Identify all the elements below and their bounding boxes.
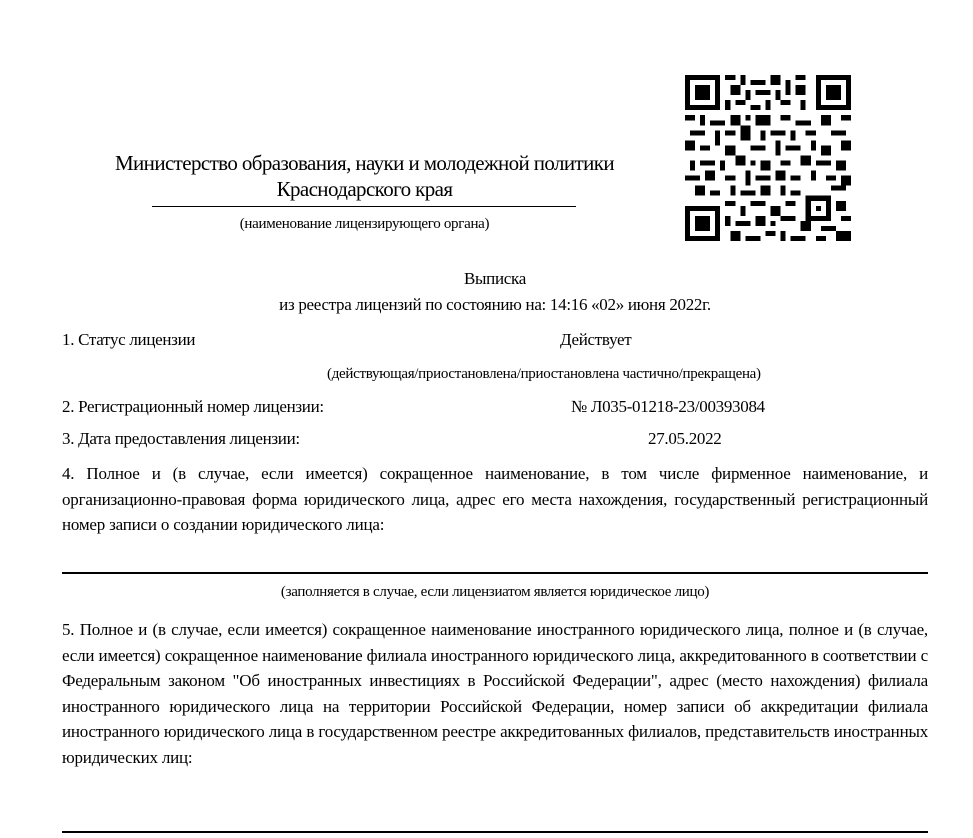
section-4-text: 4. Полное и (в случае, если имеется) сокращенное наименование, в том числе фирменное наименование, и организационно-правовая форма юридического лица, адрес его места нахождения, государственный регистрационный номер записи о создании юридического лица:: [62, 464, 928, 534]
section-5-text: 5. Полное и (в случае, если имеется) сокращенное наименование иностранного юридического лица, полное и (в случае, если имеется) сокращенное наименование филиала иностранного юридического лица, аккредитованного в соответствии с Федеральным законом "Об иностранных инвестициях в Российской Федерации", адрес (место нахождения) филиала иностранного юридического лица на территории Российской Федерации, номер записи об аккредитации филиала иностранного юридического лица в государственном реестре аккредитованных филиалов, представительств иностранных юридических лиц:: [62, 620, 928, 767]
registration-number-value: № Л035-01218-23/00393084: [571, 397, 765, 416]
qr-code-icon: [685, 75, 851, 241]
section-4-caption: (заполняется в случае, если лицензиатом является юридическое лицо): [280, 584, 710, 600]
registration-number-label: 2. Регистрационный номер лицензии:: [62, 397, 324, 416]
section-4-fill-line: [62, 572, 928, 574]
section-5-fill-line: [62, 831, 928, 833]
issue-date-value: 27.05.2022: [648, 429, 722, 448]
issue-date-label: 3. Дата предоставления лицензии:: [62, 429, 300, 448]
authority-name-line-1: Министерство образования, науки и молодежной политики: [114, 151, 615, 175]
authority-caption: (наименование лицензирующего органа): [239, 216, 490, 232]
license-status-hint: (действующая/приостановлена/приостановлена частично/прекращена): [327, 366, 761, 382]
document-subtitle: из реестра лицензий по состоянию на: 14:16 «02» июня 2022г.: [279, 295, 711, 314]
license-status-value: Действует: [560, 330, 632, 349]
license-status-label: 1. Статус лицензии: [62, 330, 196, 349]
authority-name-line-2: Краснодарского края: [276, 177, 453, 201]
authority-underline: [152, 206, 576, 207]
document-title: Выписка: [464, 269, 526, 288]
licensing-authority-name: [62, 150, 667, 202]
